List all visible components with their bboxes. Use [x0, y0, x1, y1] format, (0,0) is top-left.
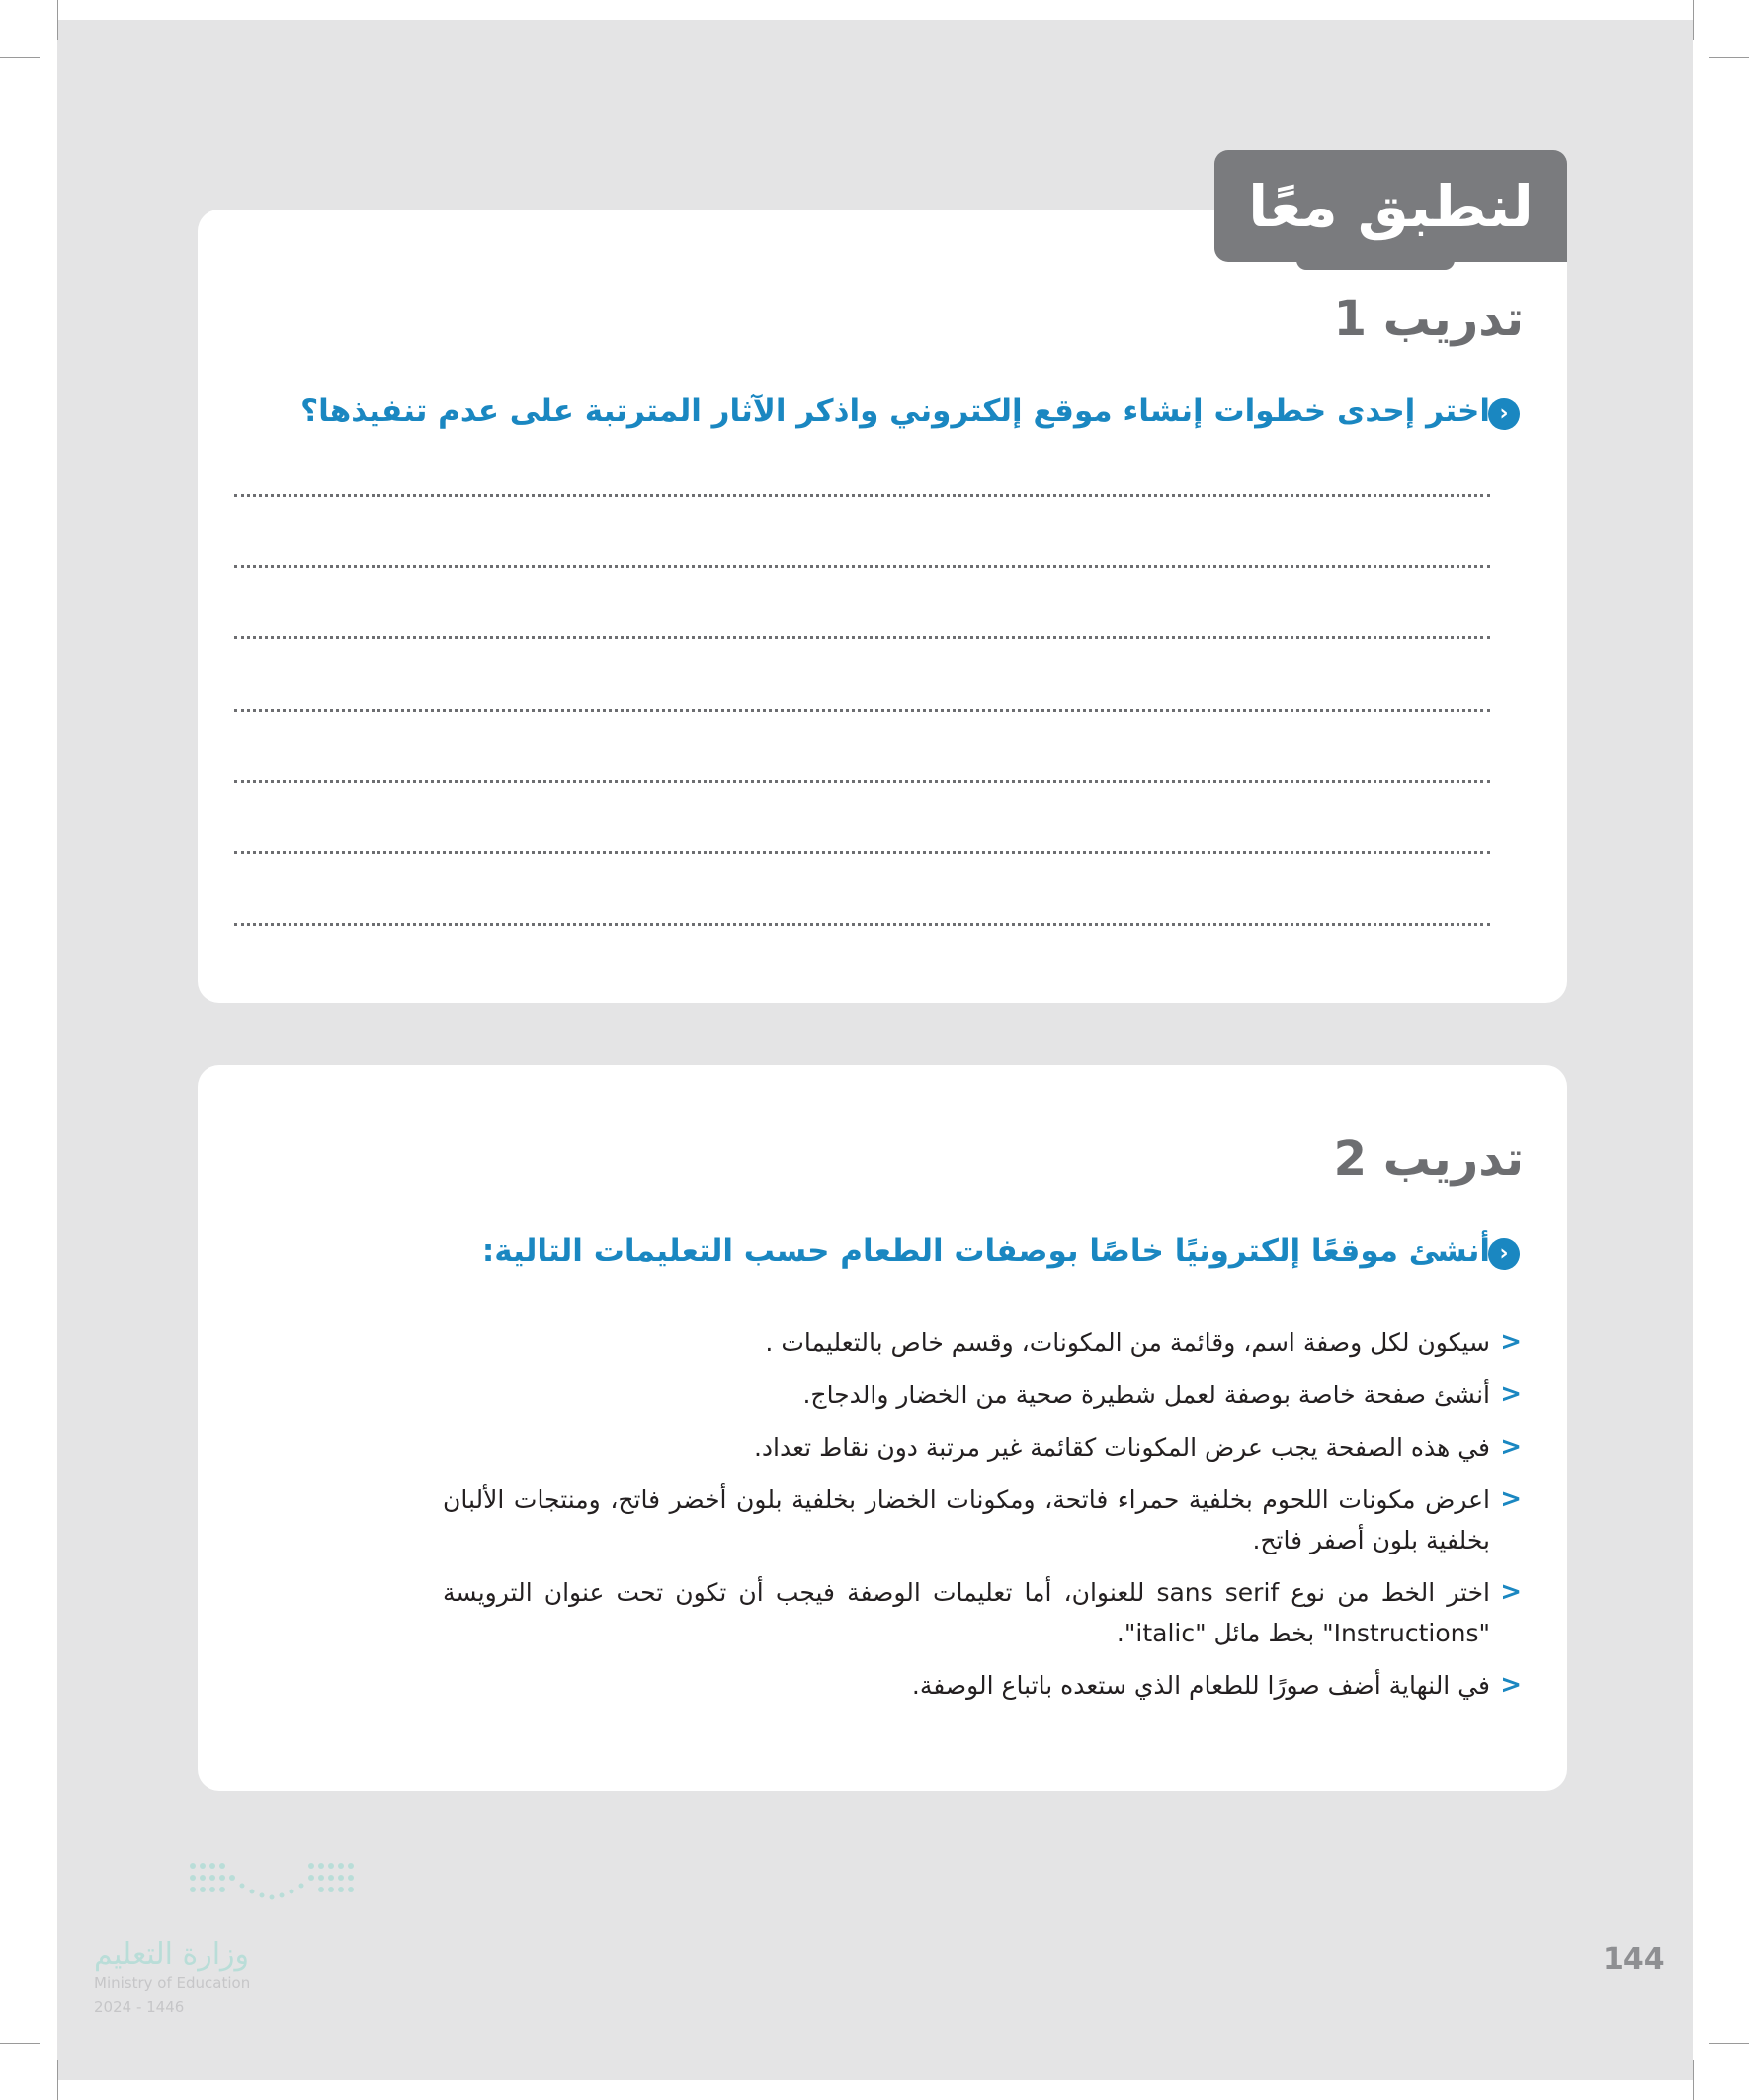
- answer-line[interactable]: [234, 851, 1490, 854]
- chevron-icon: <: [1500, 1670, 1522, 1700]
- crop-mark: [1693, 0, 1694, 40]
- chevron-circle-icon: ‹: [1488, 1238, 1520, 1270]
- list-item: [443, 1479, 1522, 1560]
- list-item-text: في هذه الصفحة يجب عرض المكونات كقائمة غير مرتبة دون نقاط تعداد.: [753, 1433, 1490, 1462]
- answer-line[interactable]: [234, 780, 1490, 783]
- ministry-dots-icon: [183, 1858, 361, 1907]
- answer-line[interactable]: [234, 565, 1490, 568]
- list-item: [443, 1572, 1522, 1653]
- exercise-1-title: تدريب 1: [1333, 292, 1524, 347]
- chevron-icon: <: [1500, 1577, 1522, 1607]
- list-item: [443, 1427, 1522, 1468]
- chevron-icon: <: [1500, 1432, 1522, 1462]
- exercise-1-question: اختر إحدى خطوات إنشاء موقع إلكتروني واذكر الآثار المترتبة على عدم تنفيذها؟: [300, 393, 1490, 429]
- list-item-text: اختر الخط من نوع sans serif للعنوان، أما تعليمات الوصفة فيجب أن تكون تحت عنوان الترويسة "Instructions" بخط مائل "italic".: [443, 1578, 1490, 1647]
- list-item-text: أنشئ صفحة خاصة بوصفة لعمل شطيرة صحية من الخضار والدجاج.: [802, 1381, 1490, 1409]
- list-item: [443, 1375, 1522, 1415]
- ministry-name-en: Ministry of Education: [94, 1974, 251, 1992]
- exercise-2-question: أنشئ موقعًا إلكترونيًا خاصًا بوصفات الطعام حسب التعليمات التالية:: [481, 1233, 1490, 1269]
- answer-line[interactable]: [234, 923, 1490, 926]
- crop-mark: [57, 2060, 58, 2100]
- list-item-text: سيكون لكل وصفة اسم، وقائمة من المكونات، وقسم خاص بالتعليمات .: [765, 1328, 1490, 1357]
- section-banner: [1214, 150, 1567, 262]
- chevron-circle-icon: ‹: [1488, 398, 1520, 430]
- crop-mark: [0, 57, 40, 58]
- chevron-icon: <: [1500, 1380, 1522, 1409]
- list-item: [443, 1665, 1522, 1706]
- chevron-icon: <: [1500, 1484, 1522, 1514]
- list-item-text: في النهاية أضف صورًا للطعام الذي ستعده باتباع الوصفة.: [911, 1671, 1490, 1700]
- crop-mark: [1709, 2043, 1749, 2044]
- ministry-year: 2024 - 1446: [94, 1998, 185, 2016]
- instructions-list: [443, 1322, 1522, 1718]
- crop-mark: [57, 0, 58, 40]
- page-number: 144: [1603, 1942, 1665, 1976]
- ministry-name-ar: وزارة التعليم: [94, 1937, 250, 1972]
- answer-line[interactable]: [234, 494, 1490, 497]
- banner-title: لنطبق معًا: [1248, 172, 1534, 240]
- chevron-icon: <: [1500, 1327, 1522, 1357]
- answer-line[interactable]: [234, 709, 1490, 712]
- crop-mark: [0, 2043, 40, 2044]
- banner-tab: [1296, 252, 1455, 270]
- crop-mark: [1709, 57, 1749, 58]
- exercise-2-title: تدريب 2: [1333, 1132, 1524, 1187]
- answer-line[interactable]: [234, 636, 1490, 639]
- ministry-logo: [94, 1858, 361, 2026]
- crop-mark: [1693, 2060, 1694, 2100]
- list-item: [443, 1322, 1522, 1363]
- list-item-text: اعرض مكونات اللحوم بخلفية حمراء فاتحة، ومكونات الخضار بخلفية بلون أخضر فاتح، ومنتجات الألبان بخلفية بلون أصفر فاتح.: [443, 1485, 1490, 1554]
